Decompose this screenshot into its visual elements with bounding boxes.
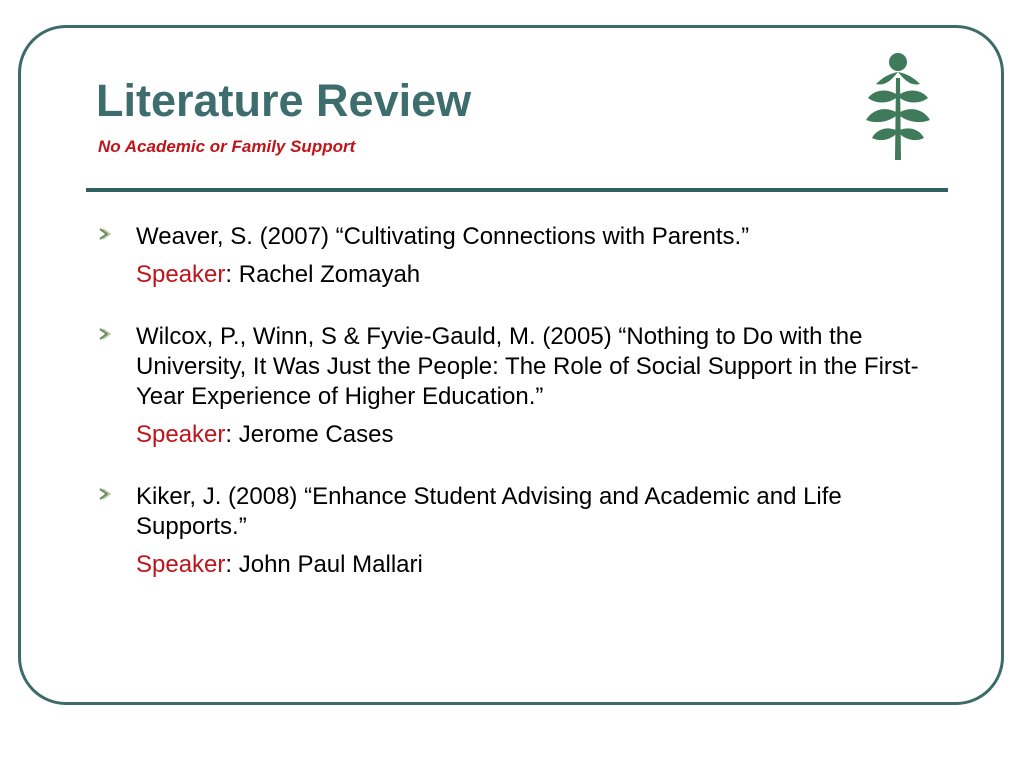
arrow-bullet-icon (98, 486, 112, 502)
speaker-line (136, 550, 928, 580)
reference-item (98, 222, 928, 290)
reference-citation: Kiker, J. (2008) “Enhance Student Advising and Academic and Life Supports.” (136, 483, 842, 540)
speaker-name: Rachel Zomayah (238, 261, 421, 288)
speaker-separator: : (225, 421, 239, 448)
speaker-label: Speaker (136, 261, 226, 288)
arrow-bullet-icon (98, 326, 112, 342)
slide-title: Literature Review (96, 75, 472, 126)
reference-item (98, 322, 928, 450)
reference-list (98, 222, 928, 612)
reference-citation: Wilcox, P., Winn, S & Fyvie-Gauld, M. (2005) “Nothing to Do with the University, It Was Just the People: The Role of Social Support in the First-Year Experience of Higher Education.” (136, 323, 919, 410)
speaker-line (136, 420, 928, 450)
speaker-separator: : (225, 551, 239, 578)
reference-item (98, 482, 928, 580)
speaker-name: John Paul Mallari (238, 551, 423, 578)
speaker-separator: : (225, 261, 239, 288)
arrow-bullet-icon (98, 226, 112, 242)
speaker-label: Speaker (136, 551, 226, 578)
speaker-label: Speaker (136, 421, 226, 448)
speaker-line (136, 260, 928, 290)
slide-subtitle: No Academic or Family Support (98, 137, 356, 156)
reference-citation: Weaver, S. (2007) “Cultivating Connections with Parents.” (136, 223, 750, 250)
title-divider (86, 188, 948, 192)
speaker-name: Jerome Cases (238, 421, 394, 448)
leaf-figure-logo-icon (860, 48, 936, 164)
